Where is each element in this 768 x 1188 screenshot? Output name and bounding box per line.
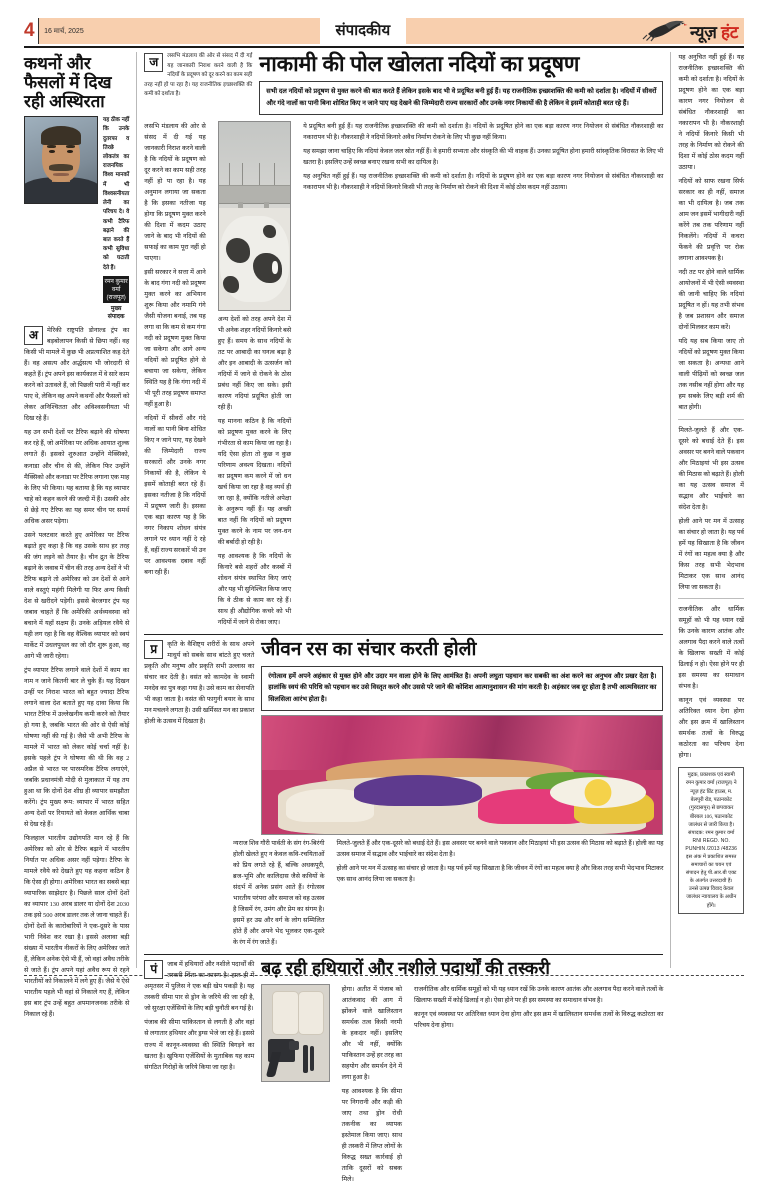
page-grid [24, 52, 744, 1184]
lead-para-0 [24, 325, 129, 424]
bottom-c-1: कानून एवं व्यवस्था पर अतिरिक्त ध्यान देना होगा और इस क्रम में खालिस्तान समर्थक तत्वों के विरुद्ध कठोरता का परिचय देना होगा। [414, 1011, 664, 1030]
author-photo [24, 116, 98, 204]
main-col-a [144, 121, 212, 631]
main-dropcap: ज [144, 53, 163, 72]
right-sep-2 [678, 598, 744, 599]
right-col-body-2 [678, 425, 744, 593]
section-title: संपादकीय [320, 18, 407, 44]
bottom-a-0 [144, 959, 254, 1014]
mid-standfirst: रंगोत्सव हमें अपने अहंकार से मुक्त होने और उदार मन वाला होने के लिए आमंत्रित है। अपनी लघुता पहचान कर सबकी का अंश करने का अनुभव और प्रखर देता है। हालांकि स्वयं की परिधि को पहचान कर उसे विस्तृत करने और उससे परे जाने की कोशिश आत्मानुशासन की मांग करती है। अहंकार जब दूर होता है तभी आत्मविस्तार का सिलसिला आरंभ होता है। [261, 666, 663, 711]
right-sep-1 [678, 419, 744, 420]
main-standfirst: सभी दल नदियों को प्रदूषण से मुक्त करने की बात करते हैं लेकिन इसके बाद भी वे प्रदूषित बनी हुई हैं। यह राजनीतिक इच्छाशक्ति की कमी को दर्शाता है। नदियों में सीवरों और गंदे नालों का पानी बिना शोधित किए न जाने पाए यह देखने की जिम्मेदारी राज्य सरकारों और उनके नगर निकायों की है लेकिन वे इसमें कोताही बरत रहे हैं। [259, 81, 663, 114]
river-pollution-photo [218, 121, 291, 311]
mid-a-0-text: कृति के वैशिष्ट्य शरीरों के साथ अपने माधुर्य को सबके साथ बांटते हुए चलते प्रकृति और मनुष्य और प्रकृति सभी उल्लास का संचार कर देती है। वसंत को कामदेव के स्वामी मनदेव का पुत्र कहा गया है। उसे काम का सेनापति भी कहा जाता है। वसंत की फागुनी बयार के साथ मन मचलने लगता है। उसी खर्मिसत मन का प्रकाश होली के उत्सव में दिखता है। [144, 641, 255, 726]
lead-para-2: उसने पलटवार करते हुए अमेरिका पर टैरिफ बढ़ाते हुए कहा है कि वह उसके साथ हर तरह की जंग लड़ने को तैयार है। चीन द्रुत के टैरिफ बढ़ाने के जवाब में चीन की तरह अन्य देशों ने भी टैरिफ बढ़ाने तो अमेरिका को उन देशों से आने वाले वस्तुएं महंगी मिलेगी या फिर अन्य किसी देश से खरीदने पड़ेगी। इससे बेरजगार ट्रंप यह जबाव चाहते हैं कि अमेरिकी अर्थव्यवस्था को बचाने में यहाँ सक्षम हैं। उनके अड़ियल रवैये से यही लग रहा है कि वह वैश्विक व्यापार को स्वयं मार्केट में उधलपुथल का जो दौर शुरू हुआ, वह आगे भी जारी रहेगा। [24, 531, 130, 660]
bottom-subcolumns [261, 984, 663, 1188]
brand-wordmark [690, 20, 738, 43]
right-col-body-3 [678, 604, 744, 761]
folio-date-band [38, 18, 319, 44]
bottom-photo-col [261, 984, 335, 1188]
mid-c-0: मिलते-जुलते हैं और एक-दूसरे को बधाई देते हैं। इस अवसर पर बनने वाले पकवान और मिठाइयां भी इस उत्सव की मिठास को बढ़ाते हैं। होली का यह उत्सव समाज में सद्भाव और भाईचारे का संदेश देता है। [336, 839, 664, 858]
imprint-box [678, 767, 744, 914]
right-para-0: यह अनुचित नहीं हुई हैं। यह राजनीतिक इच्छाशक्ति की कमी को दर्शाता है। नदियों के प्रदूषण होने का एक बड़ा कारण नगर नियोजन से संबंधित नौकरशाही का नकारापन भी है। नौकरशाही ने नदियों किनारे किसी भी तरह के निर्माण को रोकने की दिशा में कोई ठोस कदम नहीं उठाया। [678, 54, 744, 172]
bottom-col-b [336, 984, 408, 1188]
mid-subcolumns [144, 838, 663, 951]
mid-a-0 [144, 639, 254, 727]
mid-col-a [144, 838, 227, 951]
right-para-3: यदि यह सब किया जाए तो नदियों को प्रदूषण मुक्त किया जा सकता है। अन्यथा आने वाली पीढ़ियों को स्वच्छ जल तक नसीब नहीं होगा और यह हम सबके लिए बड़ी शर्म की बात होगी। [678, 338, 744, 412]
right-para-5: होली आने पर मन में उत्साह का संचार हो जाता है। यह पर्व हमें यह सिखाता है कि जीवन में रंगों का महत्व क्या है और किस तरह सभी भेदभाव मिटाकर एक साथ आनंद लिया जा सकता है। [678, 517, 744, 591]
lead-headline: कथनों और फैसलों में दिख रही अस्थिरता [24, 54, 112, 112]
mid-dropcap: प्र [144, 640, 163, 659]
main-c-1: यह समझा जाना चाहिए कि नदियां केवल जल स्रोत नहीं हैं। वे हमारी सभ्यता और संस्कृति की भी वाहक हैं। उनका प्रदूषित होना हमारी सांस्कृतिक विरासत के लिए भी खतरा है। इसलिए उन्हें स्वच्छ बनाए रखना सभी का दायित्व है। [303, 147, 664, 166]
main-a-2: नदियों में सीवरों और गंदे नालों का पानी बिना शोधित किए न जाने पाए, यह देखने की जिम्मेदारी राज्य सरकारों और उनके नगर निकायों की है, लेकिन ये इसमें कोताही बरत रहे हैं। इसका नतीजा है कि नदियों में प्रदूषण जारी है। इसका एक बड़ा कारण यह है कि नगर निकाय शोधन संयंत्र लगाने पर ध्यान नहीं दे रहे हैं, वहीं राज्य सरकारें भी उन पर आवश्यक दबाव नहीं बना रही हैं। [144, 414, 206, 577]
eagle-bird-icon [642, 19, 688, 43]
main-c-0: ये प्रदूषित बनी हुई हैं। यह राजनीतिक इच्छाशक्ति की कमी को दर्शाता है। नदियों के प्रदूषित होने का एक बड़ा कारण नगर नियोजन से संबंधित नौकरशाही का नकारापन भी है। नौकरशाही ने नदियों किनारे अवैध निर्माण रोकने के लिए भी कुछ नहीं किया। [303, 122, 664, 141]
right-para-6: राजनीतिक और धार्मिक समूहों को भी यह ध्यान रखें कि उनके कारण आतंक और अलगाव पैदा करने वाले तत्वों के खिलाफ सख्ती में कोई ढिलाई न हो। ऐसा होने पर ही इस समस्या का समाधान संभव है। [678, 605, 744, 690]
main-kicker-col [144, 52, 252, 119]
author-card [24, 116, 129, 320]
masthead [24, 18, 744, 44]
main-c-2: यह अनुचित नहीं हुई हैं। यह राजनीतिक इच्छाशक्ति की कमी को दर्शाता है। नदियों के प्रदूषण होने का एक बड़ा कारण नगर नियोजन से संबंधित नौकरशाही का नकारापन भी है। नौकरशाही ने नदियों किनारे किसी भी तरह के निर्माण को रोकने की दिशा में कोई ठोस कदम नहीं उठाया। [303, 172, 664, 191]
mid-headline: जीवन रस का संचार करती होली [261, 639, 477, 661]
main-col-c [297, 121, 663, 631]
main-headline-col [259, 52, 663, 119]
brand-word-accent: हंट [721, 22, 738, 42]
lead-para-4: फिलहाल भारतीय उद्योगपति मान रहे हैं कि अमेरिका को ओर से टैरिफ बढ़ाने में भारतीय निर्यात पर अधिक असर नहीं पड़ेगा। टैरिफ के मामले रवैये को देखते हुए यह कहना कठिन है कि ऐसा ही होगा। अमेरिका भारत का सबसे बड़ा व्यापारिक साझेदार है। पिछले साल दोनों देशों का व्यापार 130 अरब डालर या दोनों देश 2030 तक इसे 500 अरब डालर तक ले जाना चाहते हैं। दोनों देशों के कारोबारियों ने एक-दूसरे के पास भारी निवेश कर रखा है। इससे अलावा बड़ी संख्या में भारतीय नीकरों के लिए अमेरिका जाते हैं, लेकिन अनेक ऐसे भी हैं, जो वहां अवैध तरीके से जाते हैं। ट्रंप अपने यहां अवैध रूप से रहने भारतीयों को निकालने में लगे हुए हैं। जैसे ये ऐसे भारतीय पहले भी वहां से निकाले गए हैं, लेकिन इस बार ट्रंप उन्हें बहुत अपमानजनक तरीके से निकाल रहे हैं। [24, 835, 130, 1019]
right-para-2: नदी तट पर होने वाले धार्मिक आयोजनों में भी ऐसी व्यवस्था की जानी चाहिए कि नदियां प्रदूषित न हों। यह तभी संभव है जब प्रशासन और समाज दोनों मिलकर काम करें। [678, 269, 744, 332]
article-holi [144, 639, 663, 951]
mid-col-c [330, 838, 663, 951]
lead-dropcap: अ [24, 326, 43, 345]
right-para-7: कानून एवं व्यवस्था पर अतिरिक्त ध्यान देना होगा और इस क्रम में खालिस्तान समर्थक तत्वों के विरुद्ध कठोरता का परिचय देना होगा। [678, 696, 744, 759]
article-river-pollution [144, 52, 663, 631]
lead-body [24, 325, 129, 1020]
author-name: रमन कुमार वर्मा (राजपूत) [103, 276, 129, 303]
main-headline: नाकामी की पोल खोलता नदियों का प्रदूषण [259, 52, 580, 76]
bottom-col-c [408, 984, 663, 1188]
bottom-b-1: यह आवश्यक है कि सीमा पर निगरानी और कड़ी की जाए तथा ड्रोन रोधी तकनीक का व्यापक इस्तेमाल किया जाए। साथ ही तस्करी में लिप्त लोगों के विरुद्ध सख्त कार्रवाई हो ताकि दूसरों को सबक मिले। [341, 1088, 403, 1184]
lead-para-0-text: मेरिकी राष्ट्रपति डोनाल्ड ट्रंप का बड़बोलापन किसी से छिपा नहीं। वह किसी भी मामले में कुछ भी अप्रत्याशित कह देते हैं। वह असत्य और अर्द्धसत्य भी जोरदारी से कहते हैं। ट्रंप अपने इस कार्यकाल में वे सारे काम करने को उतावले हैं, जो पिछली पारी में नहीं कर पाए थे, लेकिन वह अपने कथनों और फैसलों को लेकर अनिश्चितता और अविश्वसनीयता भी दिख रहे हैं। [24, 327, 130, 423]
right-para-1: नदियों को साफ रखना सिर्फ सरकार का ही नहीं, समाज का भी दायित्व है। जब तक आम जन इसमें भागीदारी नहीं करेंगे तब तक परिणाम नहीं निकलेंगे। नदियों में कचरा फेंकने की प्रवृत्ति पर रोक लगाना आवश्यक है। [678, 178, 744, 263]
column-lead-editorial [24, 52, 137, 1019]
mid-col-b [227, 838, 330, 951]
right-col-body [678, 52, 744, 414]
publication-date: 16 मार्च, 2025 [44, 27, 84, 35]
column-center [137, 52, 670, 1184]
bottom-a-1: पंजाब की सीमा पाकिस्तान से लगती है और वहां से लगातार हथियार और ड्रग्स भेजे जा रहे हैं। इससे राज्य में कानून-व्यवस्था की स्थिति बिगड़ने का खतरा है। खुफिया एजेंसियों के मुताबिक यह काम संगठित गिरोहों के जरिये किया जा रहा है। [144, 1019, 255, 1071]
divider-after-main [144, 634, 663, 635]
bottom-a-0-text: जाब में हथियारों और नशीले पदार्थों की तस्करी चिंता का कारण है। हाल ही में अमृतसर में पुलिस ने एक बड़ी खेप पकड़ी है। यह तस्करी सीमा पार से ड्रोन के जरिये की जा रही है, जो सुरक्षा एजेंसियों के लिए बड़ी चुनौती बन गई है। [144, 961, 255, 1013]
mid-b-0: न्यराज शिव गौरी पार्वती के संग रंग-बिरंगी होली खेलते हुए न केवल कवि-रचयिताओं को प्रिय लगते रहे हैं, बल्कि अधकपूरी, ब्रज-भूमि और कालिदास जैसे कवियों के संदर्भ में अनेक प्रसंग आते हैं। रंगोत्सव भारतीय परंपरा और समाज को वह उत्सव है जिसमें रंग, उमंग और प्रेम का संगम है। इसमें हर उम्र और वर्ग के लोग सम्मिलित होते हैं और अपने भेद भूलकर एक-दूसरे के रंग में रंग जाते हैं। [233, 839, 325, 946]
newspaper-page [24, 18, 744, 1184]
mid-headline-col [261, 639, 663, 834]
brand-band [406, 18, 744, 44]
main-subcolumns [144, 121, 663, 631]
mid-c-1: होली आने पर मन में उत्साह का संचार हो जाता है। यह पर्व हमें यह सिखाता है कि जीवन में रंगों का महत्व क्या है और किस तरह सभी भेदभाव मिटाकर एक साथ आनंद लिया जा सकता है। [336, 864, 664, 883]
author-meta [103, 116, 129, 320]
masthead-rule [24, 46, 744, 48]
lead-para-3: ट्रंप व्यापार टैरिफ लगाने वाले देशों में काम का नाम न जाने कितनी बार ले चुके हैं। यह दिखन उन्हीं पर निराश भारत को बहुत ज्यादा टैरिफ लगाने वाला देश बताते हुए यह दावा किया कि भारत टैरिफ में उल्लेखनीय कमी करने को तैयार हो गया है, जबकि भारत की ओर से ऐसी कोई घोषणा नहीं की गई है। जैसे भी अभी टैरिफ के मामले में भारत को लेकर कोई चर्चा नहीं है। इसके पहले ट्रंप ने घोषणा की थी कि वह 2 अप्रैल से भारत पर पारस्परिक टैरिफ लगाएंगे, जबकि प्रधानमंत्री मोदी से मुलाकात में यह तय हुआ था कि दोनों देश शीघ्र ही व्यापार समझौता करेंगे। ट्रंप मुख्य रूप: व्यापार में भारत सहित अन्य देशों पर रियायते को केवल आर्थिक चाबा से देख रहे हैं। [24, 666, 130, 828]
main-kicker-text: लसभि मंडलाय की ओर से संसद में दी गई यह जानकारी निराश करने वाली है कि नदियों के प्रदूषण को दूर करने का काम सही तरह नहीं हो पा रहा है। यह राजनीतिक इच्छाशक्ति की कमी को दर्शाता है। [144, 53, 253, 98]
main-kicker-para [144, 52, 252, 100]
holi-colors-photo [261, 715, 663, 835]
bottom-headline: बढ़ रही हथियारों और नशीले पदार्थों की तस्करी [261, 958, 550, 979]
imprint-line-1: मुद्रक, प्रकाशक एवं स्वामी रमन कुमार वर्मा (राजपूत) ने न्यूज़ हंट प्रिंट हाउस, म. बेलपुरी रोड, पठानकोट (गुरदासपुर) से छपवाकर बीरबल 106, पठानकोट जालंधर से जारी किया है। [685, 771, 737, 828]
column-right [670, 52, 744, 968]
main-b-2: यह आवश्यक है कि नदियों के किनारे बसे शहरों और कस्बों में शोधन संयंत्र स्थापित किए जाएं और यह भी सुनिश्चित किया जाए कि वे ठीक से काम कर रहे हैं। साथ ही औद्योगिक कचरे को भी नदियों में जाने से रोका जाए। [217, 552, 292, 626]
main-b-0: अन्य देशों को तरह अपने देश में भी अनेक शहर नदियों किनारे बसे हुए हैं। समय के साथ नदियों के तट पर आबादी का घनत्व बढ़ा है और इन आबादी के उत्सर्जन को नदियों में जाने से रोकने के ठोस प्रबंध नहीं किए जा सके। इसी कारण नदियां प्रदूषित होती जा रही हैं। [217, 315, 292, 411]
divider-after-mid [144, 954, 663, 955]
author-pull-quote: यह ठीक नहीं कि उनके दुतरफा व तिरछे लोकतंत्र का राजनयिक विश्व मानकों में भी विश्वसनीयता लेनी का परिचय दे। वे कभी टैरिफ बढ़ाने की बात करते हैं कभी सुविधा को घटाती देते हैं। [103, 117, 130, 271]
imprint-line-3: उनसे उत्पन्न विवाद केवल जालंधर न्यायालय के अधीन होंगे। [686, 886, 737, 909]
author-role: मुख्य संपादक [107, 306, 125, 321]
right-para-4: मिलते-जुलते हैं और एक-दूसरे को बधाई देते हैं। इस अवसर पर बनने वाले पकवान और मिठाइयां भी इस उत्सव की मिठास को बढ़ाते हैं। होली का यह उत्सव समाज में सद्भाव और भाईचारे का संदेश देता है। [678, 426, 744, 511]
weapons-drugs-photo [261, 984, 329, 1082]
mid-kicker-col [144, 639, 254, 834]
page-folio-number: 4 [24, 20, 35, 41]
bottom-dropcap: पं [144, 960, 163, 979]
main-a-0: लसभि मंडलाय की ओर से संसद में दी गई यह जानकारी निराश करने वाली है कि नदियों के प्रदूषण को दूर करने का काम सही तरह नहीं हो पा रहा है। यह अनुमान लगाया जा सकता है कि इसका नतीजा यह होगा कि प्रदूषण मुक्त करने की दिशा में कदम उठाए जाने के बाद भी नदियों की सफाई का काम पूरा नहीं हो पाएगा। [144, 122, 206, 262]
imprint-line-2: संपादक: रमन कुमार वर्मा RNI REGD. NO. PUNHIN /2013 /48236 इस अंक में प्रकाशित समस्त समाचारों का चयन एवं संपादन हेतु पी.आर.बी एक्ट के अंतर्गत उत्तरदायी हैं। [685, 830, 738, 885]
main-col-b [212, 121, 297, 631]
bottom-c-0: राजनीतिक और धार्मिक समूहों को भी यह ध्यान रखें कि उनके कारण आतंक और अलगाव पैदा करने वाले तत्वों के खिलाफ सख्ती में कोई ढिलाई न हो। ऐसा होने पर ही इस समस्या का समाधान संभव है। [414, 985, 664, 1004]
main-b-1: यह मानना कठिन है कि नदियों को प्रदूषण मुक्त करने के लिए गंभीरता से काम किया जा रहा है। यदि ऐसा होता तो कुछ न कुछ परिणाम अवश्य दिखता। नदियों का प्रदूषण कम करने में जो धन खर्च किया जा रहा है वह व्यर्थ ही जा रहा है, क्योंकि नतीजे अपेक्षा के अनुरूप नहीं हैं। यह अच्छी बात नहीं कि नदियों को प्रदूषण मुक्त करने के नाम पर जन-धन की बर्बादी हो रही है। [217, 417, 292, 546]
bottom-b-0: होगा। अतीत में पंजाब को आतंकवाद की आग में झोंकने वाले खालिस्तान समर्थक तत्व किसी नरमी के हकदार नहीं। इसलिए और भी नहीं, क्योंकि पाकिस्तान उन्हें हर तरह का सहयोग और समर्थन देने में लगा हुआ है। [341, 985, 403, 1082]
brand-word-main: न्यूज़ [689, 22, 717, 42]
main-a-1: इसी सरकार ने सत्ता में आने के बाद गंगा नदी को प्रदूषण मुक्त करने का अभियान शुरू किया और नमामि गंगे जैसी योजना बनाई, तब यह लगा था कि कम से कम गंगा नदी को प्रदूषण मुक्त किया जा सकेगा और आगे अन्य नदियों को प्रदूषित होने से बचाया जा सकेगा, लेकिन स्थिति यह है कि गंगा नदी में भी पूरी तरह प्रदूषण समाप्त नहीं हुआ है। [144, 268, 206, 408]
lead-para-1: यह उन सभी देशों पर टैरिफ बढ़ाने की घोषणा कर रहे हैं, जो अमेरिका पर अधिक आयात शुल्क लगाते हैं। इसको शुरुआत उन्होंने मेक्सिको, कनाडा और चीन से की, लेकिन फिर उन्होंने मैक्सिको और कनाडा पर टैरिफ लगाना एक माह के लिए भी किया। यह बताया है कि यह व्यापार चाहे को कहन करने की जल्दी में हैं। उसकी ओर से छेड़े गए टैरिफ का यह समर चीन पर समर्थ अधिक असर पड़ेगा। [24, 429, 130, 525]
